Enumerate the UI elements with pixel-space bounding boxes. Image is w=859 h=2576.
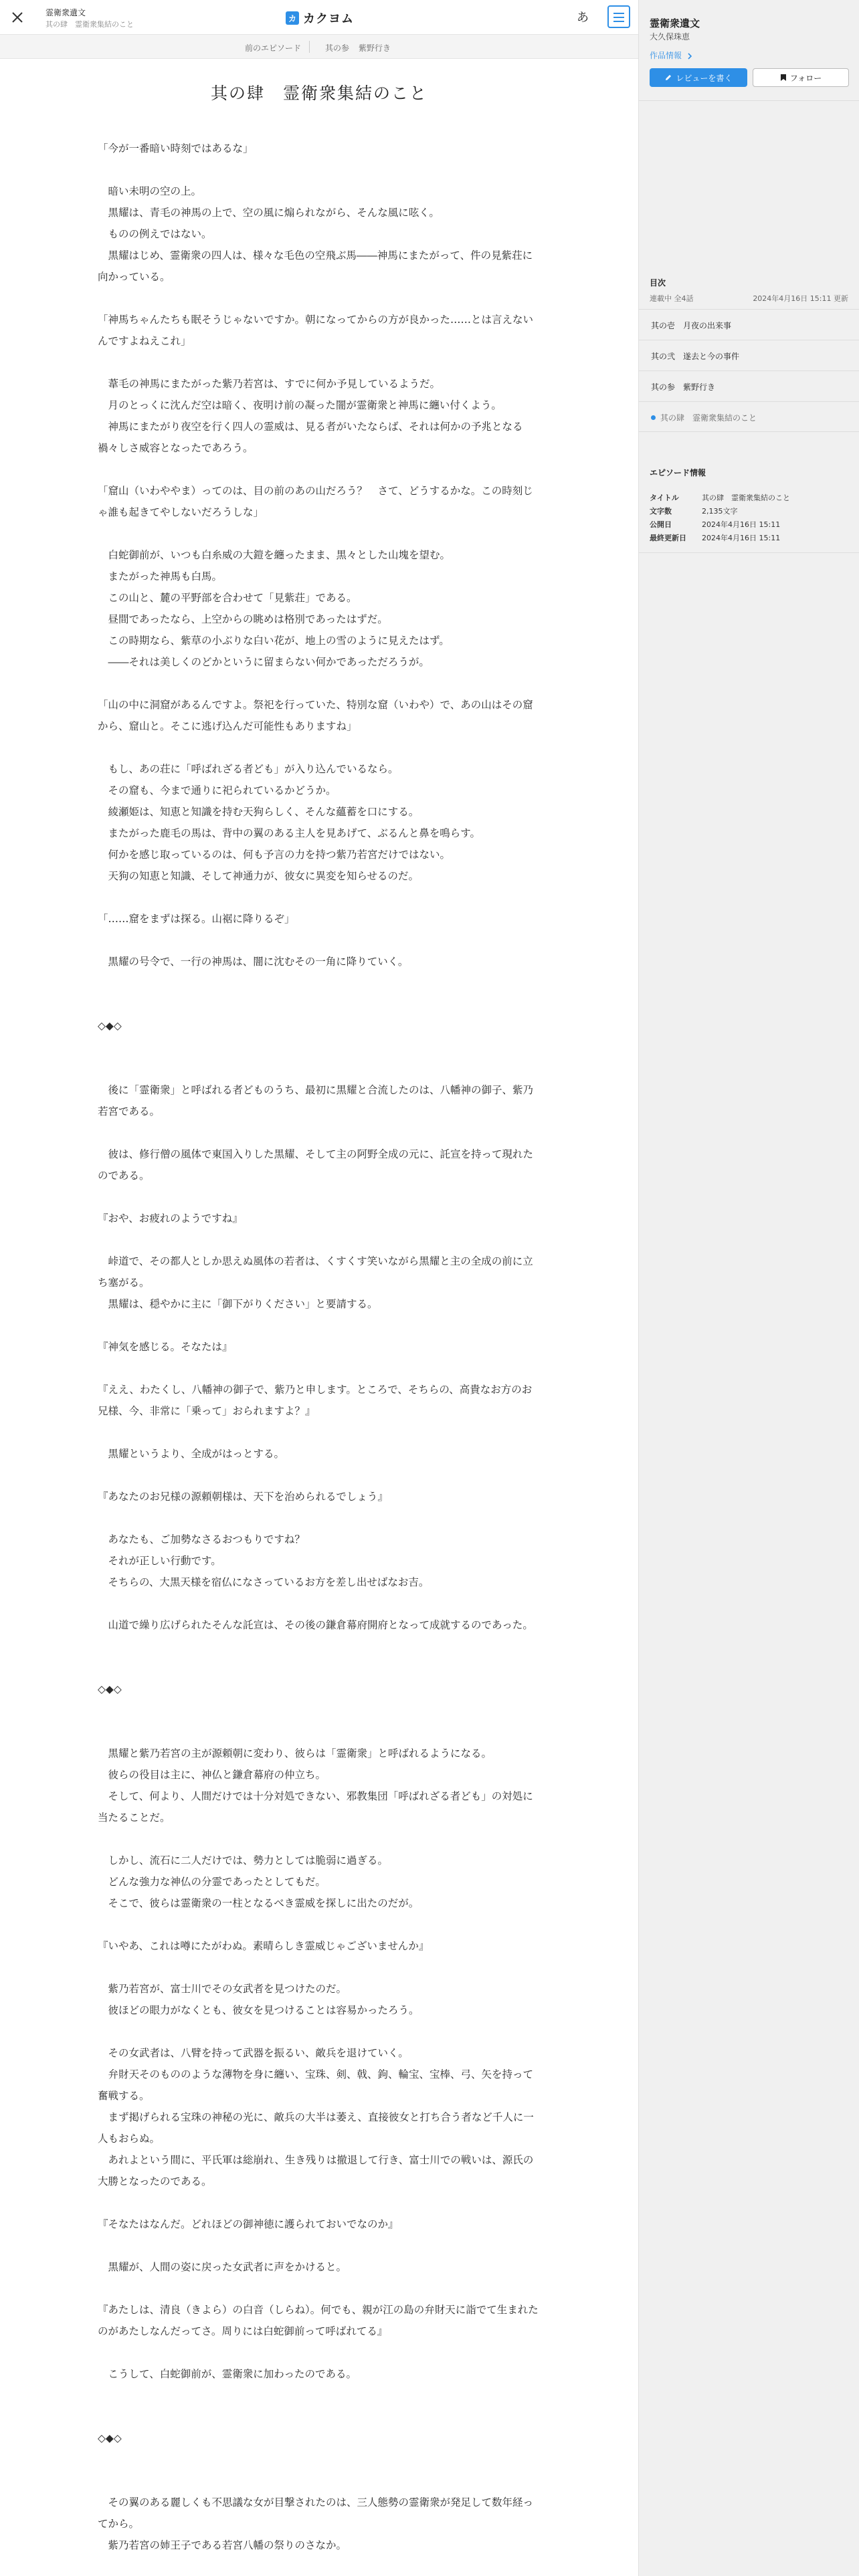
body-paragraph: 「……窟をまずは探る。山裾に降りるぞ」 [98,913,295,925]
body-paragraph: 峠道で、その都人としか思えぬ風体の若者は、くすくす笑いながら黒耀と主の全成の前に立ち塞がる。 [98,1255,533,1289]
body-paragraph [98,159,541,181]
body-paragraph: 暗い未明の空の上。 [98,185,202,197]
episode-subtitle: 其の肆 霊衛衆集結のこと [45,20,134,29]
body-paragraph [98,1914,541,1935]
toc-updated: 2024年4月16日 15:11 更新 [753,294,848,303]
body-paragraph [98,459,541,480]
toc-item[interactable] [639,340,859,370]
body-paragraph: 黒耀は、青毛の神馬の上で、空の風に煽られながら、そんな風に呟く。 [98,207,440,219]
menu-icon [613,13,624,14]
body-paragraph: しかし、流石に二人だけでは、勢力としては脆弱に過ぎる。 [98,1854,389,1866]
body-paragraph: 『ええ、わたくし、八幡神の御子で、紫乃と申します。ところで、そちらの、高貴なお方のお兄様、今、非常に「乗って」おられますよ？』 [98,1384,533,1417]
body-paragraph: その窟も、今まで通りに祀られているかどうか。 [98,784,337,796]
write-review-button[interactable] [650,68,747,87]
body-paragraph: こうして、白蛇御前が、霊衛衆に加わったのである。 [98,2368,357,2380]
body-paragraph [98,1315,541,1336]
body-paragraph: その女武者は、八臂を持って武器を振るい、敵兵を退けていく。 [98,2047,409,2059]
body-paragraph: 黒耀と紫乃若宮の主が源頼朝に変わり、彼らは「霊衛衆」と呼ばれるようになる。 [98,1747,492,1759]
body-paragraph [98,1957,541,1978]
body-paragraph [98,737,541,758]
info-value: 2,135文字 [702,507,738,516]
body-paragraph [98,1058,541,1079]
body-paragraph: 月のとっくに沈んだ空は暗く、夜明け前の凝った闇が霊衛衆と神馬に纏い付くよう。 [98,399,502,411]
body-paragraph [98,2470,541,2492]
body-paragraph: またがった鹿毛の馬は、背中の翼のある主人を見あげて、ぶるんと鼻を鳴らす。 [98,827,480,839]
body-paragraph: 『おや、お疲れのようですね』 [98,1212,243,1224]
font-size-icon: あ [577,11,589,25]
work-title-link[interactable]: 霊衛衆遺文 [45,8,86,17]
body-paragraph: 彼らの役目は主に、神仏と鎌倉幕府の仲立ち。 [98,1769,326,1781]
body-paragraph: どんな強力な神仏の分霊であったとしてもだ。 [98,1876,326,1888]
body-paragraph: 後に「霊衛衆」と呼ばれる者どものうち、最初に黒耀と合流したのは、八幡神の御子、紫乃若宮である。 [98,1084,534,1117]
episode-navigation [0,35,638,59]
body-paragraph: 紫乃若宮の姉王子である若宮八幡の祭りのさなか。 [98,2539,347,2551]
body-paragraph: そこで、彼らは霊衛衆の一柱となるべき霊威を探しに出たのだが。 [98,1897,419,1909]
body-paragraph [98,972,541,994]
body-paragraph: 黒耀が、人間の姿に戻った女武者に声をかけると。 [98,2261,347,2273]
body-paragraph: 黒耀の号令で、一行の神馬は、闇に沈むその一角に降りていく。 [98,956,409,968]
body-paragraph [98,1721,541,1743]
reader-header [0,0,638,35]
body-paragraph: そして、何より、人間だけでは十分対処できない、邪教集団「呼ばれざる者ども」の対処に当たることだ。 [98,1790,533,1824]
body-paragraph [98,2192,541,2214]
body-paragraph: この時期なら、紫草の小ぶりな白い花が、地上の雪のように見えたはず。 [98,635,450,647]
body-paragraph: ◇◆◇ [98,2432,122,2444]
body-paragraph [98,2278,541,2299]
toc-status: 連載中 全4話 [650,294,694,303]
body-paragraph: 「山の中に洞窟があるんですよ。祭祀を行っていた、特別な窟（いわや）で、あの山はその窟から、窟山と。そこに逃げ込んだ可能性もありますね」 [98,699,533,732]
body-paragraph [98,1422,541,1443]
body-paragraph: 綾瀬姫は、知恵と知識を持む天狗らしく、そんな蘊蓄を口にする。 [98,806,419,818]
body-paragraph: 『あたしは、清良（きよら）の白音（しらね）。何でも、親が江の島の弁財天に詣でて生まれたのがあたしなんだってさ。周りには白蛇御前って呼ばれてる』 [98,2304,539,2337]
toc-heading: 目次 [650,278,666,288]
body-paragraph [98,1657,541,1679]
info-value: 其の肆 霊衛衆集結のこと [702,494,790,502]
body-paragraph: 白蛇御前が、いつも白糸威の大鎧を纏ったまま、黒々とした山塊を望む。 [98,549,451,561]
body-paragraph [98,1593,541,1614]
body-paragraph: 弁財天そのもののような薄物を身に纏い、宝珠、剣、戟、鉤、輪宝、宝棒、弓、矢を持って奮戦する。 [98,2068,534,2102]
info-key: 公開日 [650,520,672,529]
body-paragraph [98,2021,541,2042]
work-info-label: 作品情報 [650,51,682,60]
episode-body [98,138,541,2556]
sidebar-work-title[interactable]: 霊衛衆遺文 [650,17,700,29]
body-paragraph [98,1465,541,1486]
info-key: 文字数 [650,507,672,516]
body-paragraph: もし、あの荘に「呼ばれざる者ども」が入り込んでいるなら。 [98,763,399,775]
sidebar-divider [639,100,859,101]
site-logo[interactable] [286,9,354,27]
body-paragraph: この山と、麓の平野部を合わせて「見紫荘」である。 [98,592,357,604]
body-paragraph: 『神気を感じる。そなたは』 [98,1341,233,1353]
body-paragraph [98,352,541,373]
chevron-right-icon [686,53,693,60]
body-paragraph [98,1700,541,1721]
toc-item[interactable] [639,309,859,340]
body-paragraph: ――それは美しくのどかというに留まらない何かであっただろうが。 [98,656,430,668]
kakuyomu-logo-icon: カ [286,11,299,25]
body-paragraph: 彼は、修行僧の風体で東国入りした黒耀、そして主の阿野全成の元に、託宣を持って現れたのである。 [98,1148,534,1182]
nav-divider [309,41,310,53]
body-paragraph: 「窟山（いわややま）ってのは、目の前のあの山だろう？ さて、どうするかな。この時刻じゃ誰も起きてやしないだろうしな」 [98,485,533,518]
body-paragraph [98,2342,541,2363]
toc-item-label: 其の壱 月夜の出来事 [651,321,732,330]
work-info-link[interactable] [650,49,693,61]
sidebar-author[interactable]: 大久保珠恵 [650,32,690,41]
logo-text: カクヨム [303,12,354,26]
body-paragraph: 「神馬ちゃんたちも眠そうじゃないですか。朝になってからの方が良かった……とは言えないんですよねえこれ」 [98,314,534,347]
menu-button[interactable] [607,5,630,28]
info-key: タイトル [650,494,679,502]
toc-item[interactable] [639,370,859,401]
body-paragraph: 黒耀というより、全成がはっとする。 [98,1448,285,1460]
close-icon [9,9,25,25]
body-paragraph: それが正しい行動です。 [98,1555,221,1567]
menu-icon-bar [613,17,624,18]
body-paragraph: 昼間であったなら、上空からの眺めは格別であったはずだ。 [98,613,388,625]
body-paragraph: そちらの、大黒天様を宿仏になさっているお方を差し出せばなお吉。 [98,1576,430,1588]
body-paragraph: ◇◆◇ [98,1683,122,1695]
body-paragraph: 天狗の知恵と知識、そして神通力が、彼女に異変を知らせるのだ。 [98,870,419,882]
episode-info-heading: エピソード情報 [650,468,706,477]
body-paragraph: またがった神馬も白馬。 [98,570,223,582]
body-paragraph [98,887,541,908]
body-paragraph: 『そなたはなんだ。どれほどの御神徳に護られておいでなのか』 [98,2218,399,2230]
body-paragraph: あれよという間に、平氏軍は総崩れ、生き残りは撤退して行き、富士川での戦いは、源氏の大勝となったのである。 [98,2154,534,2187]
close-button[interactable] [9,9,25,25]
body-paragraph: 彼ほどの眼力がなくとも、彼女を見つけることは容易かったろう。 [98,2004,419,2016]
body-paragraph: ◇◆◇ [98,1020,122,1032]
body-paragraph: その翼のある麗しくも不思議な女が目撃されたのは、三人態勢の霊衛衆が発足して数年経ってから。 [98,2496,534,2530]
current-episode-title[interactable]: 紫野行き [359,43,391,53]
body-paragraph: 山道で繰り広げられたそんな託宣は、その後の鎌倉幕府開府となって成就するのであった。 [98,1619,533,1631]
current-dot-icon [651,415,656,420]
body-paragraph [98,1507,541,1529]
menu-icon-bar [613,21,624,22]
sidebar-divider [639,552,859,553]
info-value: 2024年4月16日 15:11 [702,534,781,542]
body-paragraph [98,673,541,694]
body-paragraph: 神馬にまたがり夜空を行く四人の霊威は、見る者がいたならば、それは何かの予兆となる禍々しさ威容となったであろう。 [98,421,523,454]
bookmark-icon [780,74,787,82]
body-paragraph [98,2385,541,2406]
body-paragraph [98,1229,541,1251]
sidebar [638,0,859,2576]
body-paragraph [98,1358,541,1379]
font-size-button[interactable] [577,8,589,25]
info-value: 2024年4月16日 15:11 [702,520,781,529]
toc-item-label: 其の弐 遂去と今の事件 [651,352,740,361]
body-paragraph [98,1122,541,1144]
body-paragraph [98,2406,541,2428]
body-paragraph [98,1636,541,1657]
toc-item-label: 其の参 紫野行き [651,383,716,392]
body-paragraph: 葦毛の神馬にまたがった紫乃若宮は、すでに何か予見しているようだ。 [98,378,440,390]
body-paragraph [98,288,541,309]
info-key: 最終更新日 [650,534,686,542]
body-paragraph: 何かを感じ取っているのは、何も予言の力を持つ紫乃若宮だけではない。 [98,849,451,861]
body-paragraph: あなたも、ご加勢なさるおつもりですね？ [98,1533,305,1545]
toc-item-label: 其の肆 霊衛衆集結のこと [660,413,757,423]
follow-button[interactable] [753,68,849,87]
current-episode-number[interactable]: 其の参 [325,43,350,53]
body-paragraph: 黒耀はじめ、霊衛衆の四人は、様々な毛色の空飛ぶ馬――神馬にまたがって、件の見紫荘に向かっている。 [98,249,533,283]
body-paragraph [98,1828,541,1850]
body-paragraph: 『いやあ、これは噂にたがわぬ。素晴らしき霊威じゃございませんか』 [98,1940,430,1952]
prev-episode-link[interactable]: 前のエピソード [245,43,302,53]
write-review-label: レビューを書く [676,73,733,83]
body-paragraph [98,994,541,1015]
body-paragraph: 「今が一番暗い時刻ではあるな」 [98,142,254,154]
body-paragraph: まず掲げられる宝珠の神秘の光に、敵兵の大半は萎え、直接彼女と打ち合う者など千人に一人もおらぬ。 [98,2111,534,2145]
body-paragraph [98,930,541,951]
body-paragraph: 『あなたのお兄様の源頼朝様は、天下を治められるでしょう』 [98,1491,388,1503]
body-paragraph: 紫乃若宮が、富士川でその女武者を見つけたのだ。 [98,1983,347,1995]
body-paragraph [98,2235,541,2256]
pen-icon [664,74,672,82]
episode-title: 其の肆 霊衛衆集結のこと [210,84,427,103]
follow-label: フォロー [789,73,822,83]
body-paragraph [98,1037,541,1058]
body-paragraph [98,1186,541,1208]
body-paragraph [98,2449,541,2470]
body-paragraph: 黒耀は、穏やかに主に「御下がりください」と要請する。 [98,1298,378,1310]
toc-item-current[interactable] [639,401,859,432]
body-paragraph [98,523,541,544]
body-paragraph: ものの例えではない。 [98,228,212,240]
